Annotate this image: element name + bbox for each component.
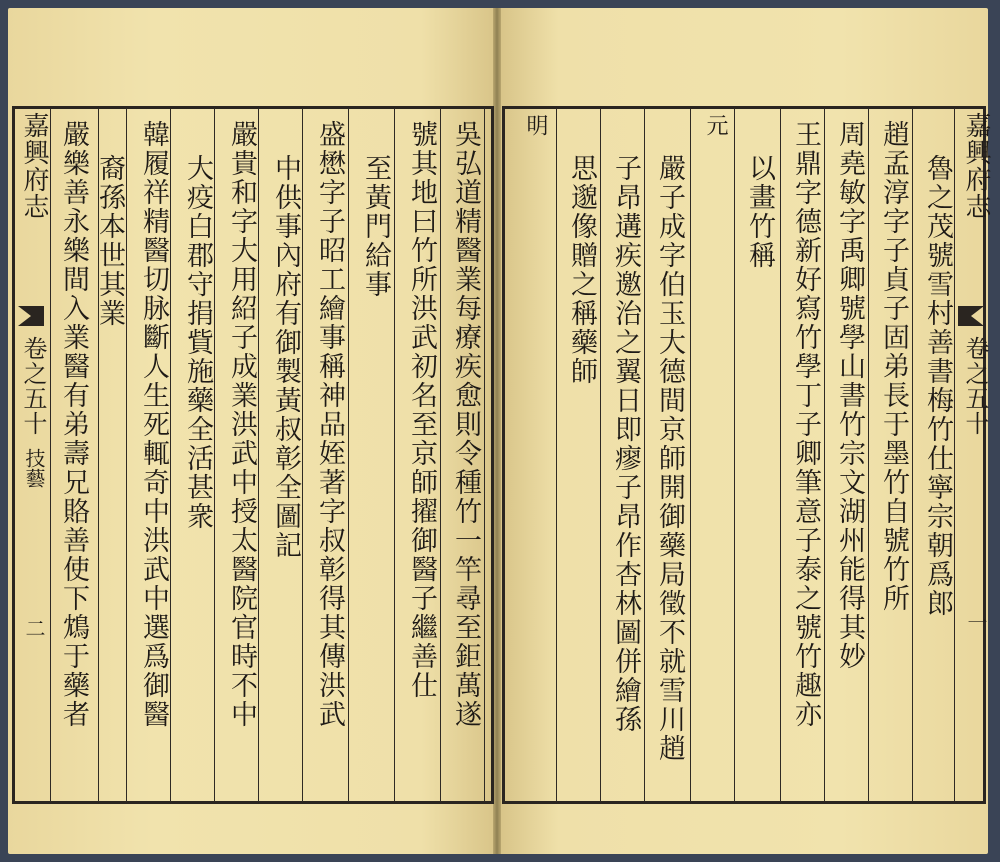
right-col-rule	[824, 108, 825, 802]
right-column-5: 以畫竹稱	[744, 154, 775, 270]
right-col-rule	[734, 108, 735, 802]
left-column-5: 中供事內府有御製黃叔彰全圖記	[270, 154, 301, 560]
right-column-2: 趙孟淳字子貞子固弟長于墨竹自號竹所	[878, 120, 909, 613]
left-col-rule	[484, 108, 485, 802]
right-column-4: 王鼎字德新好寫竹學丁子卿筆意子泰之號竹趣亦	[790, 120, 821, 729]
left-col-rule	[302, 108, 303, 802]
left-column-8: 韓履祥精醫切脉斷人生死輒奇中洪武中選爲御醫	[138, 120, 169, 729]
left-margin-section: 技藝	[22, 448, 46, 488]
left-col-rule	[440, 108, 441, 802]
left-column-2: 號其地曰竹所洪武初名至京師擢御醫子繼善仕	[406, 120, 437, 700]
right-col-rule	[600, 108, 601, 802]
left-margin-chapter: 卷之五十	[19, 336, 47, 436]
left-column-4: 盛懋字子昭工繪事稱神品姪著字叔彰得其傳洪武	[314, 120, 345, 729]
left-col-rule	[348, 108, 349, 802]
left-column-3: 至黃門給事	[360, 154, 391, 299]
right-column-1: 魯之茂號雪村善書梅竹仕寧宗朝爲郎	[922, 154, 953, 618]
right-col-rule	[780, 108, 781, 802]
left-column-9: 裔孫本世其業	[94, 154, 125, 328]
right-column-8: 子昂遘疾邀治之翼日即瘳子昂作杏林圖併繪孫	[610, 154, 641, 734]
right-col-rule	[868, 108, 869, 802]
left-column-1: 吳弘道精醫業每療疾愈則令種竹一竿尋至鉅萬遂	[450, 120, 481, 729]
right-column-6-heading: 元	[703, 114, 728, 138]
right-margin-chapter: 卷之五十	[961, 336, 989, 436]
left-col-rule	[126, 108, 127, 802]
right-margin-page: 一	[964, 612, 988, 632]
right-col-rule	[556, 108, 557, 802]
right-column-10-heading: 明	[523, 114, 548, 138]
left-margin-page: 二	[22, 618, 46, 638]
right-margin-rule	[954, 108, 955, 802]
book-gutter	[493, 8, 501, 854]
left-col-rule	[170, 108, 171, 802]
right-col-rule	[912, 108, 913, 802]
left-col-rule	[258, 108, 259, 802]
left-col-rule	[214, 108, 215, 802]
left-column-10: 嚴樂善永樂間入業醫有弟壽兄賂善使下鴆于藥者	[58, 120, 89, 729]
right-column-7: 嚴子成字伯玉大德間京師開御藥局徵不就雪川趙	[654, 154, 685, 763]
right-column-9: 思邈像贈之稱藥師	[566, 154, 597, 386]
left-column-6: 嚴貴和字大用紹子成業洪武中授太醫院官時不中	[226, 120, 257, 729]
right-margin-title: 嘉興府志	[961, 112, 991, 220]
right-col-rule	[690, 108, 691, 802]
right-col-rule	[644, 108, 645, 802]
left-column-7: 大疫白郡守捐貲施藥全活甚衆	[182, 154, 213, 531]
left-margin-title: 嘉興府志	[19, 112, 49, 220]
right-column-3: 周堯敏字禹卿號學山書竹宗文湖州能得其妙	[834, 120, 865, 671]
left-col-rule	[394, 108, 395, 802]
